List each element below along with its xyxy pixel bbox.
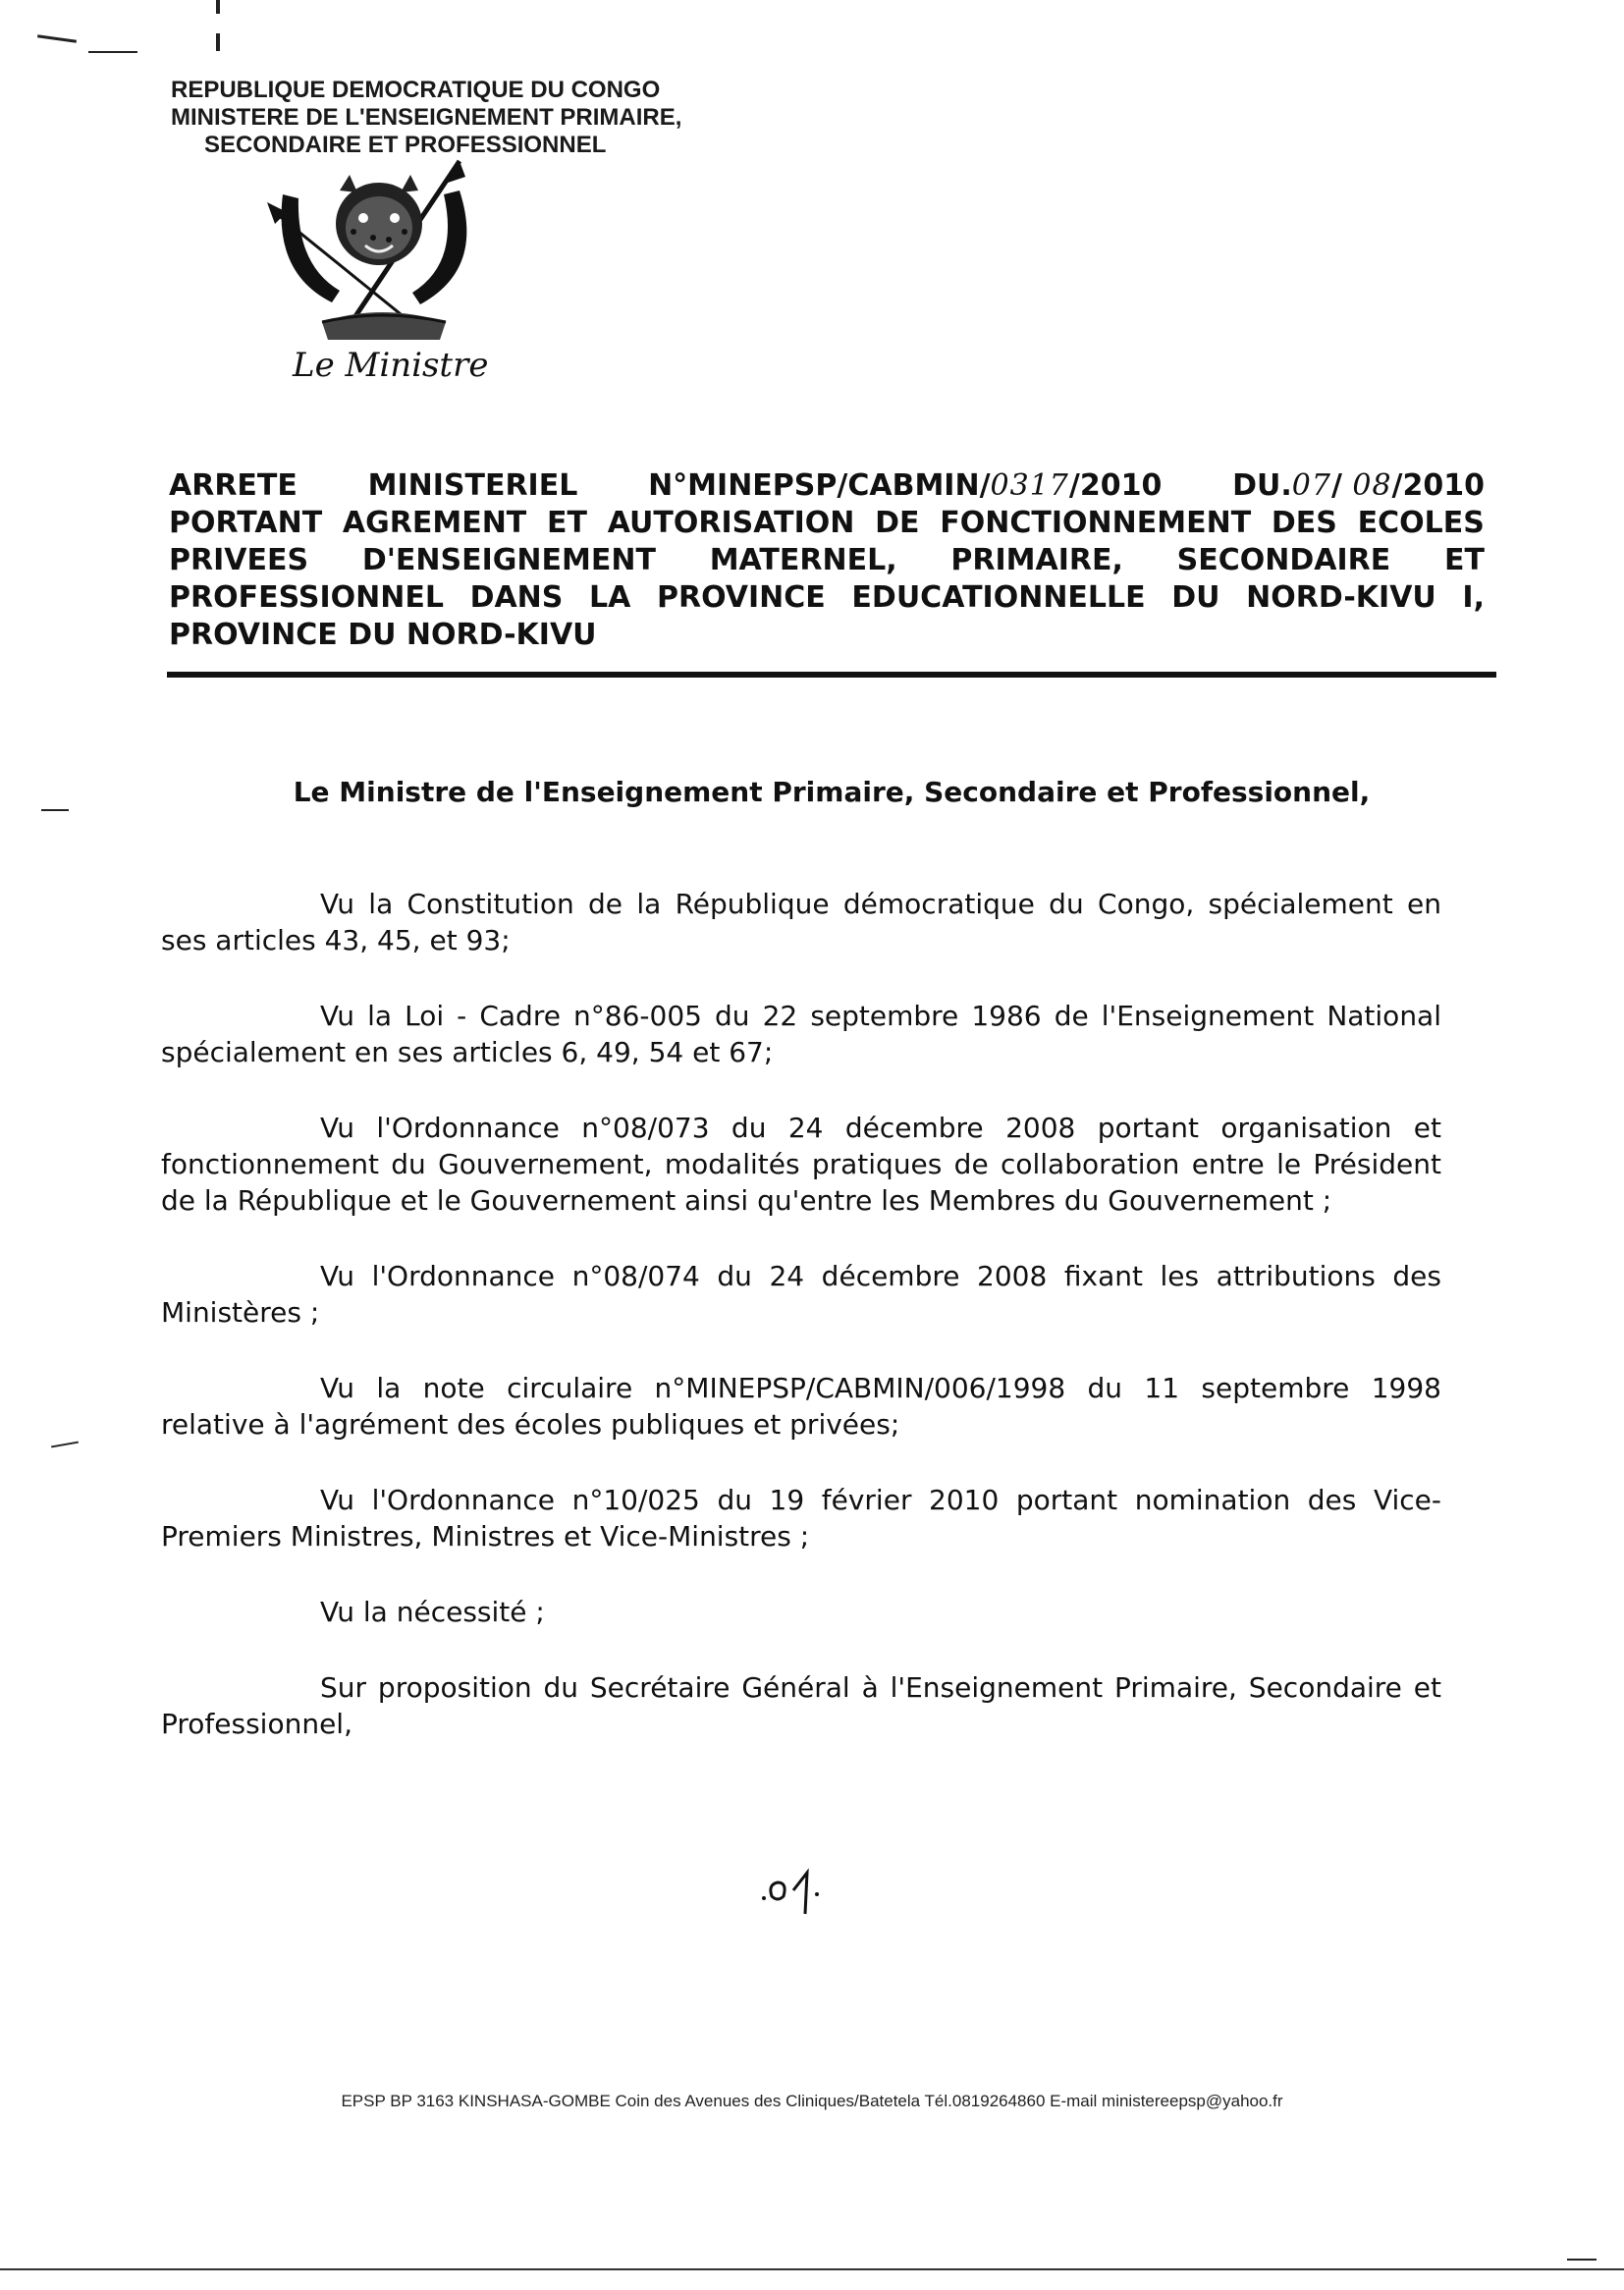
decree-year: /2010 <box>1068 468 1163 503</box>
title-word: DANS <box>469 580 564 615</box>
coat-of-arms-leopard-icon <box>263 155 499 344</box>
handwritten-month: 08 <box>1352 468 1392 503</box>
letterhead-footer: EPSP BP 3163 KINSHASA-GOMBE Coin des Avenues des Cliniques/Batetela Tél.0819264860 E-mail ministereepsp@yahoo.fr <box>341 2092 1283 2110</box>
preamble-paragraph: Vu la nécessité ; <box>320 1596 545 1628</box>
title-word: PROFESSIONNEL <box>169 580 444 615</box>
decree-number-prefix: N°MINEPSP/CABMIN/ <box>648 468 991 503</box>
title-divider <box>167 672 1496 678</box>
title-word: ET <box>547 506 587 540</box>
decree-title-line <box>169 542 1485 579</box>
title-word: PROVINCE <box>657 580 826 615</box>
title-word: MATERNEL, <box>709 543 897 577</box>
scan-bottom-edge <box>0 2268 1624 2270</box>
minister-heading: Le Ministre de l'Enseignement Primaire, Secondaire et Professionnel, <box>293 776 1371 808</box>
title-word: ECOLES <box>1357 506 1485 540</box>
preamble-paragraph: Vu la Loi - Cadre n°86-005 du 22 septembre 1986 de l'Enseignement National spécialement en ses articles 6, 49, 54 et 67; <box>161 1000 1441 1068</box>
title-word: MINISTERIEL <box>367 468 578 503</box>
decree-title-line <box>169 617 1485 654</box>
date-year: /2010 <box>1391 468 1485 503</box>
title-word: SECONDAIRE <box>1176 543 1391 577</box>
title-word: LA <box>589 580 631 615</box>
decree-title-line <box>169 467 1485 505</box>
title-word: AGREMENT <box>342 506 527 540</box>
letterhead-ministry-cont: SECONDAIRE ET PROFESSIONNEL <box>204 132 607 158</box>
preamble-paragraph: Vu l'Ordonnance n°08/073 du 24 décembre 2008 portant organisation et fonctionnement du Gouvernement, modalités pratiques de collaboration entre le Président de la République et le Gouvernement ainsi qu'entre les Membres du Gouvernement ; <box>161 1112 1441 1217</box>
date-prefix: DU. <box>1232 468 1292 503</box>
title-word: FONCTIONNEMENT <box>940 506 1252 540</box>
preamble-paragraph: Vu l'Ordonnance n°08/074 du 24 décembre 2008 fixant les attributions des Ministères ; <box>161 1260 1441 1329</box>
letterhead <box>171 77 760 159</box>
signature-block-title: Le Ministre <box>293 346 489 385</box>
title-word: DU <box>1171 580 1220 615</box>
title-word: PORTANT <box>169 506 323 540</box>
decree-date <box>1232 467 1485 505</box>
scan-artifact-mark <box>37 34 77 43</box>
preamble-paragraph: Sur proposition du Secrétaire Général à l'Enseignement Primaire, Secondaire et Professionnel, <box>161 1671 1441 1740</box>
handwritten-number: 0317 <box>990 468 1069 503</box>
title-word: AUTORISATION <box>607 506 855 540</box>
title-word: ET <box>1444 543 1485 577</box>
handwritten-page-mark <box>758 1861 837 1920</box>
title-word: EDUCATIONNELLE <box>851 580 1146 615</box>
decree-title-line <box>169 579 1485 617</box>
decree-title <box>169 467 1485 654</box>
title-word: DES <box>1271 506 1337 540</box>
title-word: D'ENSEIGNEMENT <box>361 543 656 577</box>
scan-artifact-mark <box>1567 2259 1597 2261</box>
date-separator: / <box>1330 468 1342 503</box>
scan-artifact-mark <box>216 0 220 14</box>
preamble-paragraph: Vu la note circulaire n°MINEPSP/CABMIN/006/1998 du 11 septembre 1998 relative à l'agrément des écoles publiques et privées; <box>161 1372 1441 1441</box>
letterhead-country: REPUBLIQUE DEMOCRATIQUE DU CONGO <box>171 77 661 103</box>
title-word: PRIMAIRE, <box>950 543 1123 577</box>
letterhead-ministry: MINISTERE DE L'ENSEIGNEMENT PRIMAIRE, <box>171 104 682 131</box>
scan-artifact-mark <box>216 33 220 51</box>
scan-artifact-mark <box>41 809 69 811</box>
preamble-paragraph: Vu la Constitution de la République démocratique du Congo, spécialement en ses articles 43, 45, et 93; <box>161 888 1441 956</box>
preamble <box>161 886 1441 1781</box>
title-word: PROVINCE DU NORD-KIVU <box>169 618 597 652</box>
decree-title-line <box>169 505 1485 542</box>
scan-artifact-mark <box>51 1442 79 1448</box>
title-word: I, <box>1462 580 1485 615</box>
scan-artifact-mark <box>88 51 137 53</box>
preamble-paragraph: Vu l'Ordonnance n°10/025 du 19 février 2010 portant nomination des Vice-Premiers Ministres, Ministres et Vice-Ministres ; <box>161 1484 1441 1553</box>
title-word: ARRETE <box>169 468 298 503</box>
decree-number <box>648 467 1162 505</box>
handwritten-day: 07 <box>1291 468 1331 503</box>
title-word: DE <box>875 506 920 540</box>
title-word: PRIVEES <box>169 543 309 577</box>
title-word: NORD-KIVU <box>1246 580 1436 615</box>
